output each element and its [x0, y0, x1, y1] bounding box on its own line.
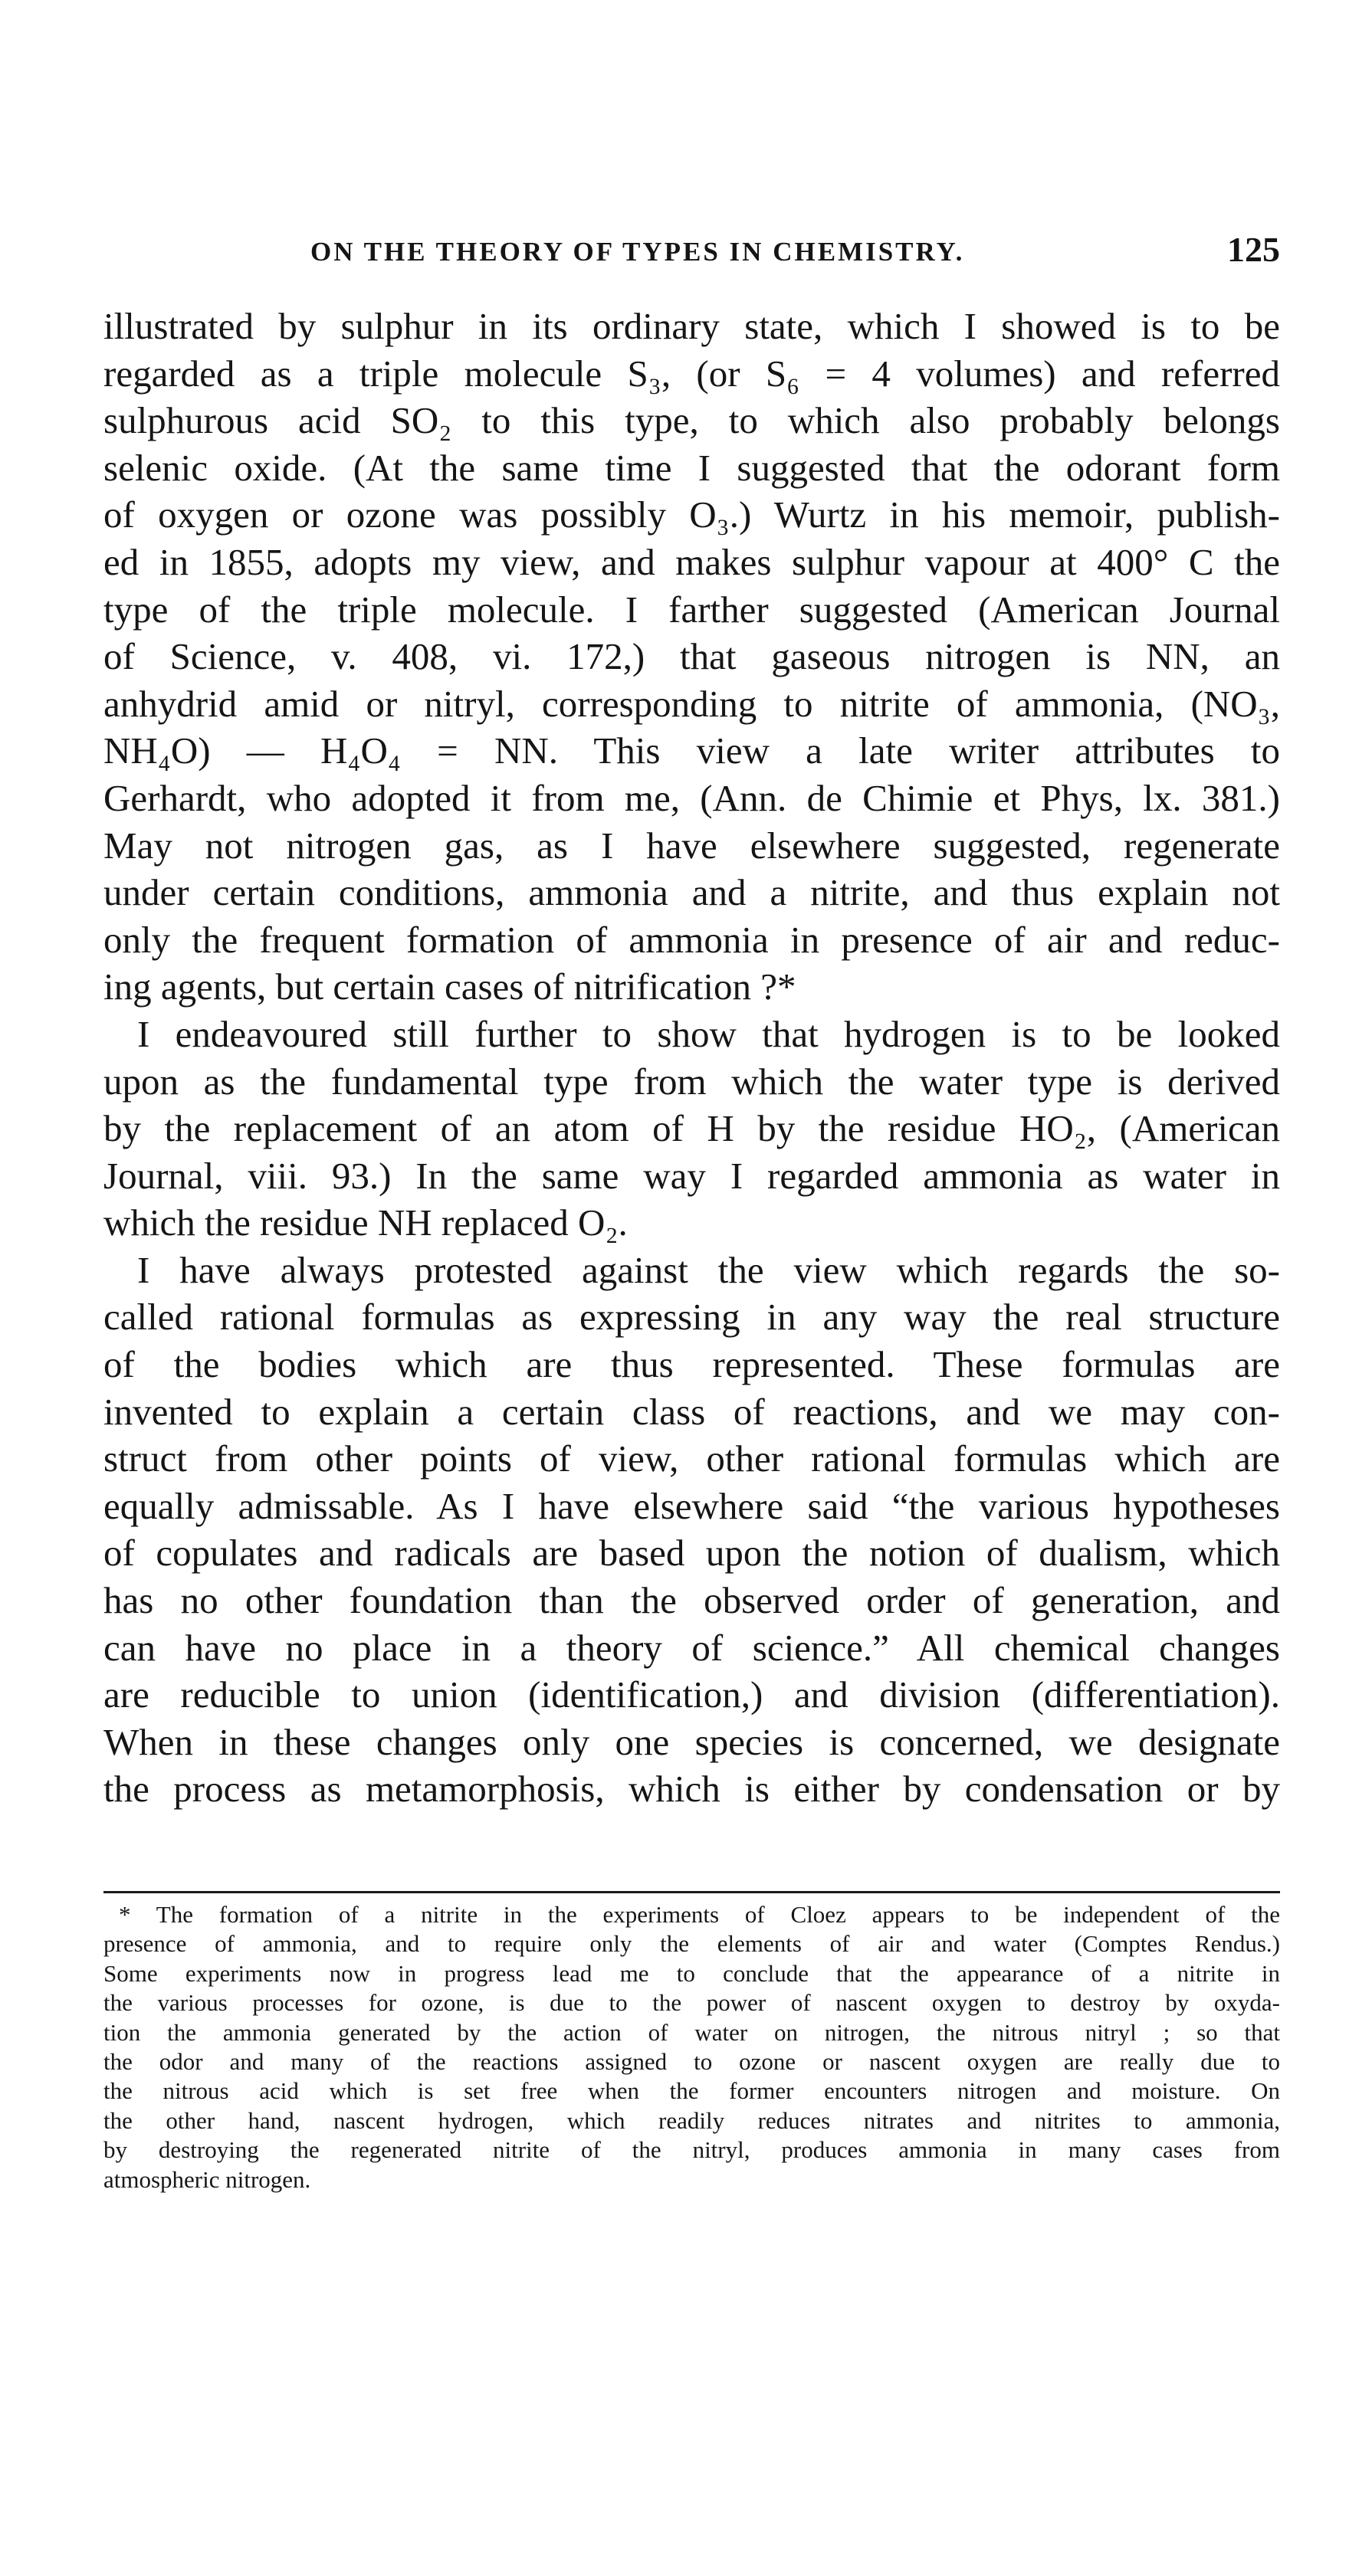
body-line: invented to explain a certain class of reactions, and we may con- [103, 1390, 1280, 1433]
running-title: ON THE THEORY OF TYPES IN CHEMISTRY. [310, 237, 965, 267]
body-line: upon as the fundamental type from which the water type is derived [103, 1060, 1280, 1103]
footnote-line: tion the ammonia generated by the action of water on nitrogen, the nitrous nitryl ; so that [103, 2018, 1280, 2046]
body-line: anhydrid amid or nitryl, corresponding to nitrite of ammonia, (NO₃, [103, 682, 1280, 725]
body-line: has no other foundation than the observed order of generation, and [103, 1579, 1280, 1622]
body-line: illustrated by sulphur in its ordinary state, which I showed is to be [103, 305, 1280, 347]
footnote-line: the odor and many of the reactions assigned to ozone or nascent oxygen are really due to [103, 2047, 1280, 2075]
footnote-line: * The formation of a nitrite in the experiments of Cloez appears to be independent of the [119, 1901, 1280, 1928]
body-line: ed in 1855, adopts my view, and makes sulphur vapour at 400° C the [103, 540, 1280, 583]
body-line: called rational formulas as expressing in any way the real structure [103, 1296, 1280, 1339]
footnote-line: presence of ammonia, and to require only the elements of air and water (Comptes Rendus.) [103, 1930, 1280, 1958]
body-line: Gerhardt, who adopted it from me, (Ann. de Chimie et Phys, lx. 381.) [103, 776, 1280, 819]
body-line: equally admissable. As I have elsewhere said “the various hypotheses [103, 1484, 1280, 1527]
body-line: type of the triple molecule. I farther suggested (American Journal [103, 588, 1280, 631]
body-line: only the frequent formation of ammonia in presence of air and reduc- [103, 918, 1280, 961]
footnote-line: the nitrous acid which is set free when the former encounters nitrogen and moisture. On [103, 2077, 1280, 2105]
footnote-line: by destroying the regenerated nitrite of the nitryl, produces ammonia in many cases from [103, 2136, 1280, 2164]
body-line: I have always protested against the view which regards the so- [137, 1248, 1280, 1291]
body-line: Journal, viii. 93.) In the same way I regarded ammonia as water in [103, 1154, 1280, 1197]
body-line: of Science, v. 408, vi. 172,) that gaseous nitrogen is NN, an [103, 635, 1280, 678]
body-line: I endeavoured still further to show that hydrogen is to be looked [137, 1012, 1280, 1055]
body-line: of copulates and radicals are based upon the notion of dualism, which [103, 1532, 1280, 1575]
footnote-line: the various processes for ozone, is due to the power of nascent oxygen to destroy by oxyda- [103, 1989, 1280, 2017]
body-line: are reducible to union (identification,) and division (differentiation). [103, 1673, 1280, 1716]
body-line: struct from other points of view, other rational formulas which are [103, 1437, 1280, 1480]
footnote-divider [103, 1891, 1280, 1893]
body-line: of oxygen or ozone was possibly O₃.) Wurtz in his memoir, publish- [103, 493, 1280, 536]
body-line: sulphurous acid SO₂ to this type, to which also probably belongs [103, 399, 1280, 442]
body-line: under certain conditions, ammonia and a nitrite, and thus explain not [103, 871, 1280, 914]
body-line: selenic oxide. (At the same time I suggested that the odorant form [103, 446, 1280, 489]
body-line: of the bodies which are thus represented. These formulas are [103, 1343, 1280, 1386]
body-line: the process as metamorphosis, which is either by condensation or by [103, 1768, 1280, 1811]
body-line: ing agents, but certain cases of nitrification ?* [103, 965, 796, 1008]
body-line: can have no place in a theory of science.” All chemical changes [103, 1626, 1280, 1669]
body-line: which the residue NH replaced O₂. [103, 1201, 628, 1244]
footnote-line: Some experiments now in progress lead me to conclude that the appearance of a nitrite in [103, 1959, 1280, 1987]
body-line: by the replacement of an atom of H by the residue HO₂, (American [103, 1107, 1280, 1150]
footnote [103, 1900, 1280, 2194]
body-text [103, 303, 1280, 1813]
body-line: May not nitrogen gas, as I have elsewhere suggested, regenerate [103, 824, 1280, 867]
page-number: 125 [1227, 230, 1280, 269]
running-head [103, 232, 1280, 278]
footnote-line: the other hand, nascent hydrogen, which readily reduces nitrates and nitrites to ammonia, [103, 2106, 1280, 2134]
body-line: When in these changes only one species is concerned, we designate [103, 1720, 1280, 1763]
footnote-line: atmospheric nitrogen. [103, 2165, 311, 2193]
body-line: regarded as a triple molecule S₃, (or S₆ = 4 volumes) and referred [103, 352, 1280, 395]
body-line: NH₄O) — H₄O₄ = NN. This view a late writer attributes to [103, 729, 1280, 772]
